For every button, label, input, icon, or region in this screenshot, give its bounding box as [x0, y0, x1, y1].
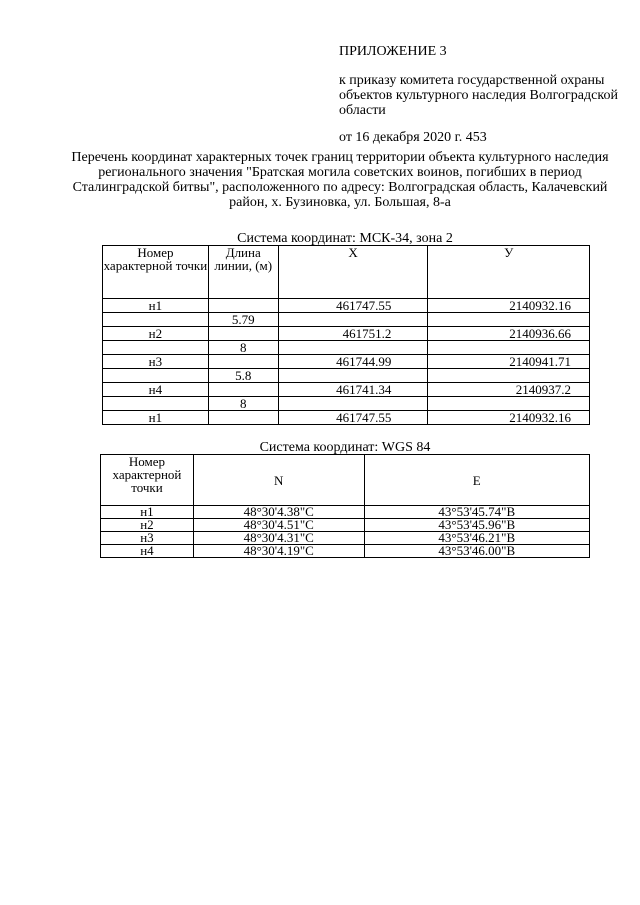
table-row: [101, 532, 590, 545]
table2-caption: Система координат: WGS 84: [259, 440, 431, 455]
header-line-length: Длина линии, (м): [208, 246, 278, 299]
x-cell: [278, 369, 428, 383]
point-cell: н1: [101, 506, 194, 519]
x-cell: [278, 313, 428, 327]
y-cell: 2140937.2: [428, 383, 590, 397]
length-cell: 8: [208, 341, 278, 355]
y-cell: [428, 397, 590, 411]
point-cell: [103, 369, 209, 383]
e-cell: 43°53'45.74"В: [364, 506, 589, 519]
length-cell: 5.79: [208, 313, 278, 327]
point-cell: [103, 341, 209, 355]
point-cell: н4: [101, 545, 194, 558]
x-cell: [278, 397, 428, 411]
length-cell: 5.8: [208, 369, 278, 383]
msk-coordinates-table: [102, 245, 590, 425]
x-cell: 461751.2: [278, 327, 428, 341]
x-cell: [278, 341, 428, 355]
table-row: [101, 545, 590, 558]
table-row: [103, 397, 590, 411]
table-row: [103, 369, 590, 383]
order-date: от 16 декабря 2020 г. 453: [339, 130, 487, 145]
length-cell: [208, 411, 278, 425]
wgs84-coordinates-table: [100, 454, 590, 558]
header-n: N: [193, 455, 364, 506]
table-row: [103, 355, 590, 369]
table-row: [101, 519, 590, 532]
table-row: [103, 299, 590, 313]
n-cell: 48°30'4.51"С: [193, 519, 364, 532]
point-cell: н2: [103, 327, 209, 341]
length-cell: 8: [208, 397, 278, 411]
y-cell: 2140932.16: [428, 299, 590, 313]
y-cell: 2140941.71: [428, 355, 590, 369]
appendix-header: [339, 44, 619, 145]
x-cell: 461744.99: [278, 355, 428, 369]
point-cell: н1: [103, 411, 209, 425]
table-header-row: [103, 246, 590, 299]
header-point-number: Номер характерной точки: [101, 455, 194, 506]
point-cell: н1: [103, 299, 209, 313]
length-cell: [208, 355, 278, 369]
order-reference: к приказу комитета государственной охраны объектов культурного наследия Волгоградской области: [339, 73, 618, 118]
n-cell: 48°30'4.19"С: [193, 545, 364, 558]
length-cell: [208, 383, 278, 397]
point-cell: [103, 313, 209, 327]
length-cell: [208, 299, 278, 313]
appendix-number: ПРИЛОЖЕНИЕ 3: [339, 44, 447, 59]
e-cell: 43°53'46.00"В: [364, 545, 589, 558]
x-cell: 461741.34: [278, 383, 428, 397]
table-row: [103, 411, 590, 425]
table-row: [103, 341, 590, 355]
point-cell: н4: [103, 383, 209, 397]
e-cell: 43°53'45.96"В: [364, 519, 589, 532]
point-cell: н2: [101, 519, 194, 532]
n-cell: 48°30'4.31"С: [193, 532, 364, 545]
header-e: E: [364, 455, 589, 506]
table-row: [103, 313, 590, 327]
n-cell: 48°30'4.38"С: [193, 506, 364, 519]
table-row: [101, 506, 590, 519]
length-cell: [208, 327, 278, 341]
y-cell: [428, 341, 590, 355]
header-x: X: [278, 246, 428, 299]
e-cell: 43°53'46.21"В: [364, 532, 589, 545]
y-cell: 2140936.66: [428, 327, 590, 341]
x-cell: 461747.55: [278, 299, 428, 313]
x-cell: 461747.55: [278, 411, 428, 425]
y-cell: 2140932.16: [428, 411, 590, 425]
point-cell: н3: [101, 532, 194, 545]
table1-caption: Система координат: МСК-34, зона 2: [237, 231, 453, 246]
table-row: [103, 327, 590, 341]
table-header-row: [101, 455, 590, 506]
document-title: Перечень координат характерных точек границ территории объекта культурного наследия регионального значения "Братская могила советских воинов, погибших в период Сталинградской битвы", расположенного по адресу: Волгоградская область, Калачевский район, х. Бузиновка, ул. Большая, 8-а: [71, 150, 609, 210]
table-row: [103, 383, 590, 397]
y-cell: [428, 369, 590, 383]
header-y: У: [428, 246, 590, 299]
y-cell: [428, 313, 590, 327]
point-cell: н3: [103, 355, 209, 369]
point-cell: [103, 397, 209, 411]
header-point-number: Номер характерной точки: [103, 246, 209, 299]
